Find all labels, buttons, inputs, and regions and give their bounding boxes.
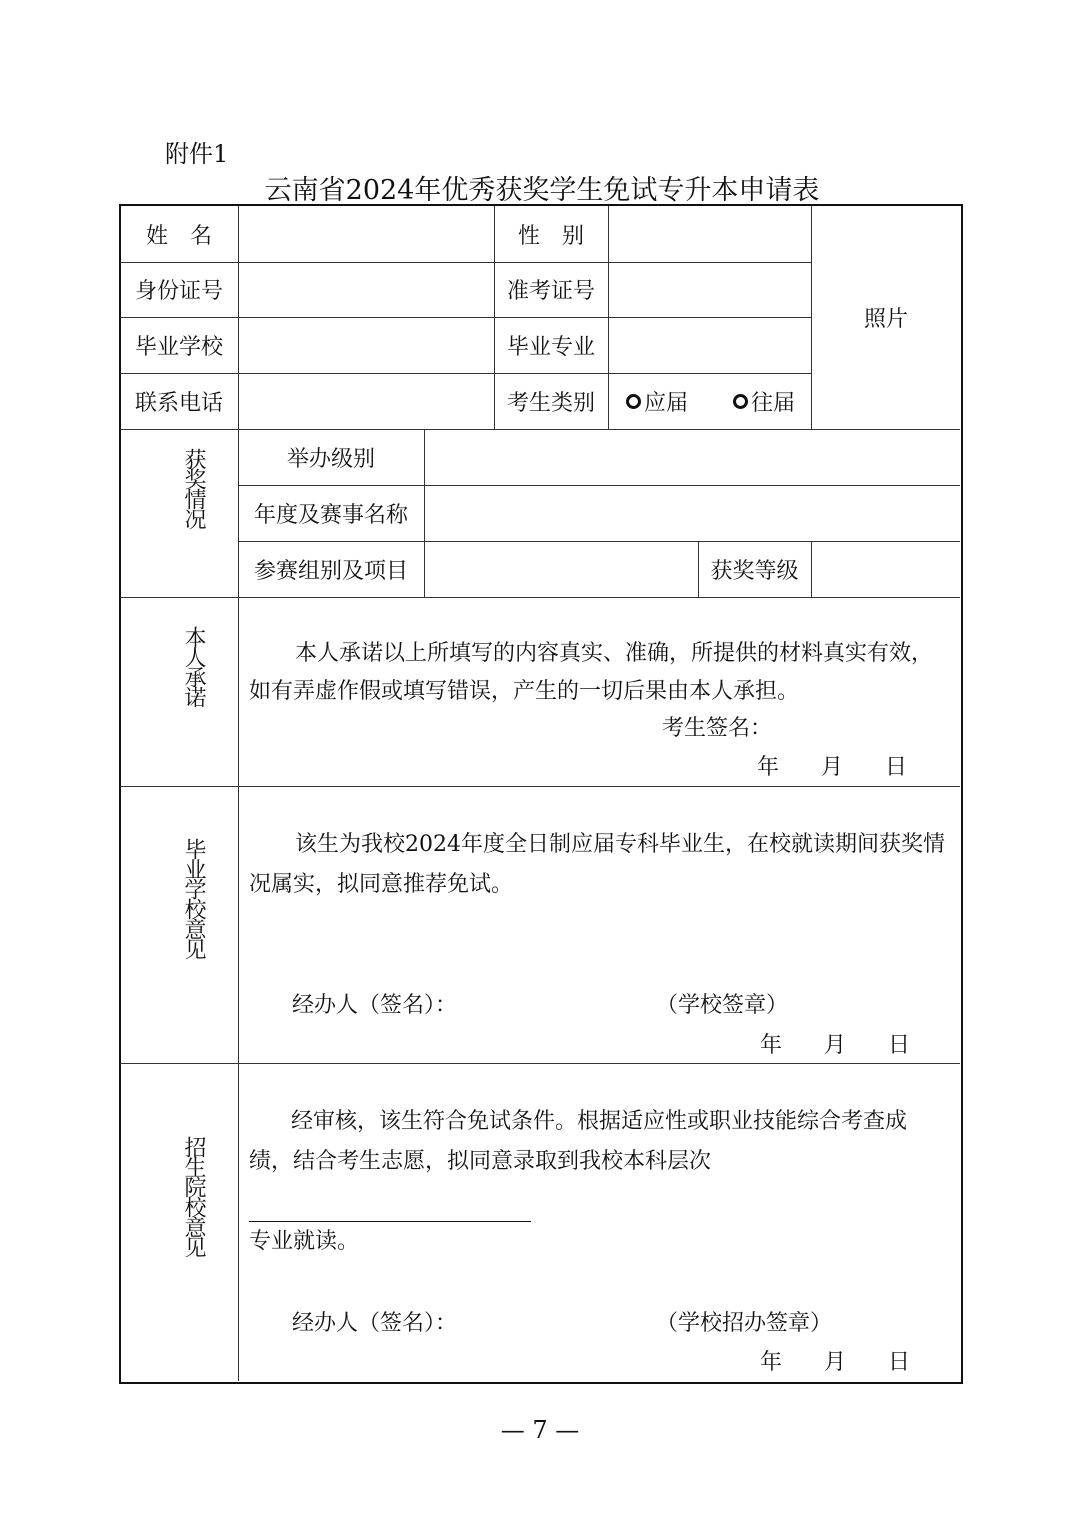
page-number: — 7 —: [500, 1416, 580, 1444]
option-label: 往届: [751, 390, 796, 416]
category-option-previous[interactable]: [733, 373, 795, 429]
major-field[interactable]: [609, 317, 811, 373]
name-label: 姓 名: [145, 223, 212, 249]
photo-label: 照片: [863, 307, 908, 332]
admission-opinion-section-label: 招生院校意见: [181, 1136, 206, 1256]
pledge-section-label: 本人承诺: [181, 626, 206, 706]
gender-field[interactable]: [609, 206, 811, 262]
category-option-current[interactable]: [626, 373, 688, 429]
student-signature-label: 考生签名：: [662, 716, 773, 741]
school-opinion-text: 该生为我校2024年度全日制应届专科毕业生，在校就读期间获奖情况属实，拟同意推荐免试。: [249, 832, 945, 897]
school-handler-label: 经办人（签名）：: [292, 993, 458, 1018]
year-event-field[interactable]: [425, 485, 960, 541]
major-label: 毕业专业: [506, 334, 595, 360]
school-opinion-date: 年 月 日: [760, 1033, 911, 1058]
admission-handler-label: 经办人（签名）：: [292, 1311, 458, 1336]
year-event-label: 年度及赛事名称: [253, 502, 408, 528]
radio-icon: [626, 394, 641, 409]
phone-label: 联系电话: [134, 390, 223, 416]
category-label: 考生类别: [506, 390, 595, 416]
group-item-field[interactable]: [425, 541, 698, 597]
school-label: 毕业学校: [134, 334, 223, 360]
group-item-label: 参赛组别及项目: [253, 558, 408, 584]
level-label: 举办级别: [286, 446, 375, 472]
id-field[interactable]: [239, 262, 494, 317]
gender-label: 性 别: [517, 223, 584, 249]
attachment-label: 附件1: [165, 140, 229, 168]
option-label: 应届: [644, 390, 689, 416]
major-blank-field[interactable]: [249, 1199, 531, 1222]
name-field[interactable]: [239, 206, 494, 262]
admission-seal-label: （学校招办签章）: [656, 1311, 833, 1336]
school-seal-label: （学校签章）: [656, 993, 789, 1018]
grade-field[interactable]: [812, 541, 960, 597]
exam-no-field[interactable]: [609, 262, 811, 317]
phone-field[interactable]: [239, 373, 494, 429]
radio-icon: [733, 394, 748, 409]
pledge-text: 本人承诺以上所填写的内容真实、准确，所提供的材料真实有效，如有弄虚作假或填写错误，产生的一切后果由本人承担。: [249, 641, 934, 704]
admission-opinion-text: 经审核，该生符合免试条件。根据适应性或职业技能综合考查成绩，结合考生志愿，拟同意录取到我校本科层次 专业就读。: [249, 1109, 908, 1254]
level-field[interactable]: [425, 429, 960, 485]
id-label: 身份证号: [134, 279, 223, 304]
school-field[interactable]: [239, 317, 494, 373]
exam-no-label: 准考证号: [506, 279, 595, 304]
page-title: 云南省2024年优秀获奖学生免试专升本申请表: [264, 175, 820, 206]
award-section-label: 获奖情况: [181, 448, 206, 528]
school-opinion-section-label: 毕业学校意见: [181, 838, 206, 958]
pledge-date: 年 月 日: [757, 755, 908, 780]
grade-label: 获奖等级: [710, 558, 799, 584]
admission-opinion-date: 年 月 日: [760, 1350, 911, 1375]
